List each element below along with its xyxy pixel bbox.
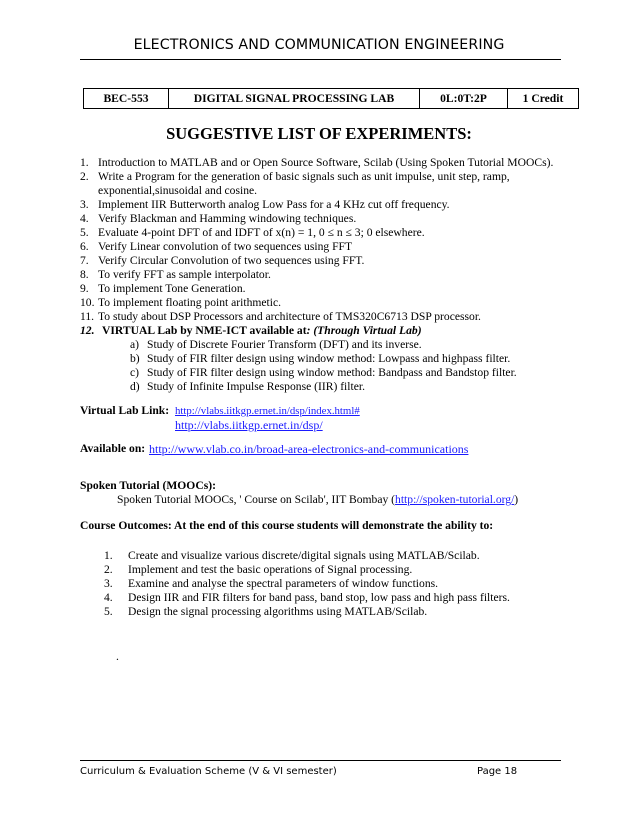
sub-item-letter: d) bbox=[130, 380, 140, 393]
list-item-number: 11. bbox=[80, 310, 95, 323]
outcome-item: Examine and analyse the spectral parameters of window functions. bbox=[128, 577, 439, 590]
outcome-item: Implement and test the basic operations of Signal processing. bbox=[128, 563, 413, 576]
outcome-item: Create and visualize various discrete/digital signals using MATLAB/Scilab. bbox=[128, 549, 480, 562]
list-item-number: 10. bbox=[80, 296, 95, 309]
virtual-lab-link-2[interactable]: http://vlabs.iitkgp.ernet.in/dsp/ bbox=[175, 418, 323, 432]
list-item-number: 1. bbox=[80, 156, 89, 169]
list-item: Verify Circular Convolution of two sequences using FFT. bbox=[98, 254, 365, 267]
spoken-tutorial-text bbox=[117, 493, 518, 507]
sub-item-letter: c) bbox=[130, 366, 140, 379]
list-item-number: 3. bbox=[80, 198, 89, 211]
sub-item-letter: a) bbox=[130, 338, 140, 351]
sub-item-letter: b) bbox=[130, 352, 140, 365]
outcome-number: 5. bbox=[104, 605, 113, 618]
list-item-number: 7. bbox=[80, 254, 89, 267]
course-name: DIGITAL SIGNAL PROCESSING LAB bbox=[169, 89, 420, 109]
list-item-number: 2. bbox=[80, 170, 89, 183]
virtual-lab-label: Virtual Lab Link: bbox=[80, 404, 170, 417]
course-ltp: 0L:0T:2P bbox=[420, 89, 508, 109]
list-item: Implement IIR Butterworth analog Low Pass for a 4 KHz cut off frequency. bbox=[98, 198, 450, 211]
list-item-number: 4. bbox=[80, 212, 89, 225]
page-header-title: ELECTRONICS AND COMMUNICATION ENGINEERING bbox=[133, 37, 505, 53]
list-item-number: 12. bbox=[80, 324, 95, 337]
list-item: To implement floating point arithmetic. bbox=[98, 296, 282, 309]
list-item: Introduction to MATLAB and or Open Source Software, Scilab (Using Spoken Tutorial MOOCs). bbox=[98, 156, 554, 169]
footer-left-text: Curriculum & Evaluation Scheme (V & VI semester) bbox=[80, 766, 337, 777]
course-info-table bbox=[83, 88, 579, 109]
list-item-number: 8. bbox=[80, 268, 89, 281]
sub-item: Study of Infinite Impulse Response (IIR) filter. bbox=[147, 380, 365, 393]
list-item-continuation: exponential,sinusoidal and cosine. bbox=[98, 184, 258, 197]
footer-divider bbox=[80, 760, 561, 761]
list-item: Verify Linear convolution of two sequences using FFT bbox=[98, 240, 353, 253]
list-item: To implement Tone Generation. bbox=[98, 282, 246, 295]
course-outcomes-heading: Course Outcomes: At the end of this course students will demonstrate the ability to: bbox=[80, 519, 494, 532]
available-on-link[interactable]: http://www.vlab.co.in/broad-area-electronics-and-communications bbox=[149, 442, 469, 456]
sub-item: Study of FIR filter design using window method: Lowpass and highpass filter. bbox=[147, 352, 511, 365]
page-number: Page 18 bbox=[477, 766, 518, 777]
available-on-label: Available on: bbox=[80, 442, 146, 455]
section-title: SUGGESTIVE LIST OF EXPERIMENTS: bbox=[166, 124, 472, 143]
outcome-item: Design IIR and FIR filters for band pass, band stop, low pass and high pass filters. bbox=[128, 591, 510, 604]
course-credit: 1 Credit bbox=[508, 89, 579, 109]
sub-item: Study of FIR filter design using window method: Bandpass and Bandstop filter. bbox=[147, 366, 517, 379]
list-item: To verify FFT as sample interpolator. bbox=[98, 268, 271, 281]
list-item-number: 5. bbox=[80, 226, 89, 239]
sub-item: Study of Discrete Fourier Transform (DFT) and its inverse. bbox=[147, 338, 422, 351]
table-row bbox=[84, 89, 579, 109]
list-item bbox=[102, 324, 422, 338]
list-item: Write a Program for the generation of basic signals such as unit impulse, unit step, ramp, bbox=[98, 170, 510, 183]
stray-dot: . bbox=[116, 650, 119, 663]
list-item: Verify Blackman and Hamming windowing techniques. bbox=[98, 212, 357, 225]
outcome-number: 3. bbox=[104, 577, 113, 590]
list-item-number: 6. bbox=[80, 240, 89, 253]
spoken-tutorial-heading: Spoken Tutorial (MOOCs): bbox=[80, 479, 216, 492]
spoken-tutorial-close: ) bbox=[514, 493, 519, 506]
outcome-number: 2. bbox=[104, 563, 113, 576]
item12-italic: : (Through Virtual Lab) bbox=[306, 324, 422, 337]
spoken-tutorial-link[interactable]: http://spoken-tutorial.org/ bbox=[395, 493, 515, 506]
outcome-number: 1. bbox=[104, 549, 113, 562]
list-item: To study about DSP Processors and architecture of TMS320C6713 DSP processor. bbox=[98, 310, 481, 323]
course-code: BEC-553 bbox=[84, 89, 169, 109]
list-item: Evaluate 4-point DFT of and IDFT of x(n) = 1, 0 ≤ n ≤ 3; 0 elsewhere. bbox=[98, 226, 425, 239]
virtual-lab-link-1[interactable]: http://vlabs.iitkgp.ernet.in/dsp/index.html# bbox=[175, 405, 360, 417]
list-item-number: 9. bbox=[80, 282, 89, 295]
outcome-number: 4. bbox=[104, 591, 113, 604]
item12-text: VIRTUAL Lab by NME-ICT available at bbox=[102, 324, 307, 337]
spoken-tutorial-description: Spoken Tutorial MOOCs, ' Course on Scilab', IIT Bombay ( bbox=[117, 493, 396, 506]
outcome-item: Design the signal processing algorithms using MATLAB/Scilab. bbox=[128, 605, 428, 618]
header-divider bbox=[80, 59, 561, 60]
